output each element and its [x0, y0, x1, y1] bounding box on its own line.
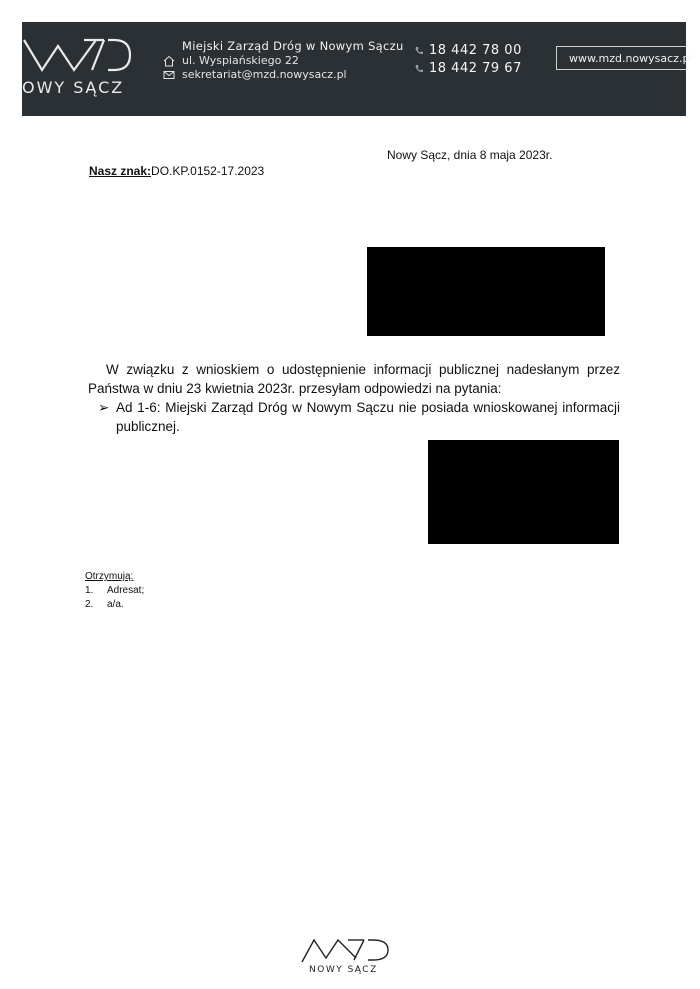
- reference-label: Nasz znak:: [89, 164, 152, 178]
- reference-number: [89, 164, 264, 178]
- phone-number-1: 18 442 78 00: [429, 43, 522, 58]
- recipients-list: [85, 570, 144, 612]
- website-link[interactable]: www.mzd.nowysacz.pl: [556, 46, 686, 70]
- organization-name: Miejski Zarząd Dróg w Nowym Sączu: [182, 39, 404, 53]
- envelope-icon: [162, 69, 176, 81]
- list-item-text: a/a.: [107, 599, 124, 610]
- letterhead: [22, 22, 693, 116]
- answer-bullet: [88, 398, 620, 436]
- list-item-number: 2.: [85, 599, 94, 610]
- footer-mzd-logo: [300, 936, 392, 964]
- list-item: [85, 598, 144, 612]
- phone-icon: [414, 64, 424, 74]
- phone-number-2: 18 442 79 67: [429, 61, 522, 76]
- list-item-number: 1.: [85, 585, 94, 596]
- arrow-bullet-icon: ➢: [98, 400, 110, 415]
- phone-icon: [414, 46, 424, 56]
- recipients-title: Otrzymują:: [85, 571, 134, 582]
- address-text: ul. Wyspiańskiego 22: [182, 54, 299, 67]
- redacted-signature-block: [428, 440, 619, 544]
- logo-subtitle: OWY SĄCZ: [22, 78, 125, 97]
- phone-line-1: [414, 43, 522, 58]
- footer-logo-subtitle: NOWY SĄCZ: [309, 965, 378, 975]
- email-text: sekretariat@mzd.nowysacz.pl: [182, 68, 347, 81]
- redacted-addressee-block: [367, 247, 605, 336]
- list-item: [85, 584, 144, 598]
- address-line: [162, 54, 299, 67]
- email-line: [162, 68, 347, 81]
- phone-line-2: [414, 61, 522, 76]
- reference-value: DO.KP.0152-17.2023: [151, 164, 265, 178]
- intro-paragraph: W związku z wnioskiem o udostępnienie informacji publicznej nadesłanym przez Państwa w dniu 23 kwietnia 2023r. przesyłam odpowiedzi na pytania:: [88, 362, 620, 396]
- list-item-text: Adresat;: [107, 585, 145, 596]
- answer-text: Ad 1-6: Miejski Zarząd Dróg w Nowym Sączu nie posiada wnioskowanej informacji publicznej.: [116, 400, 620, 434]
- home-icon: [162, 55, 176, 67]
- letter-body: [88, 360, 620, 436]
- letter-date: Nowy Sącz, dnia 8 maja 2023r.: [387, 148, 553, 162]
- mzd-logo: [22, 36, 134, 76]
